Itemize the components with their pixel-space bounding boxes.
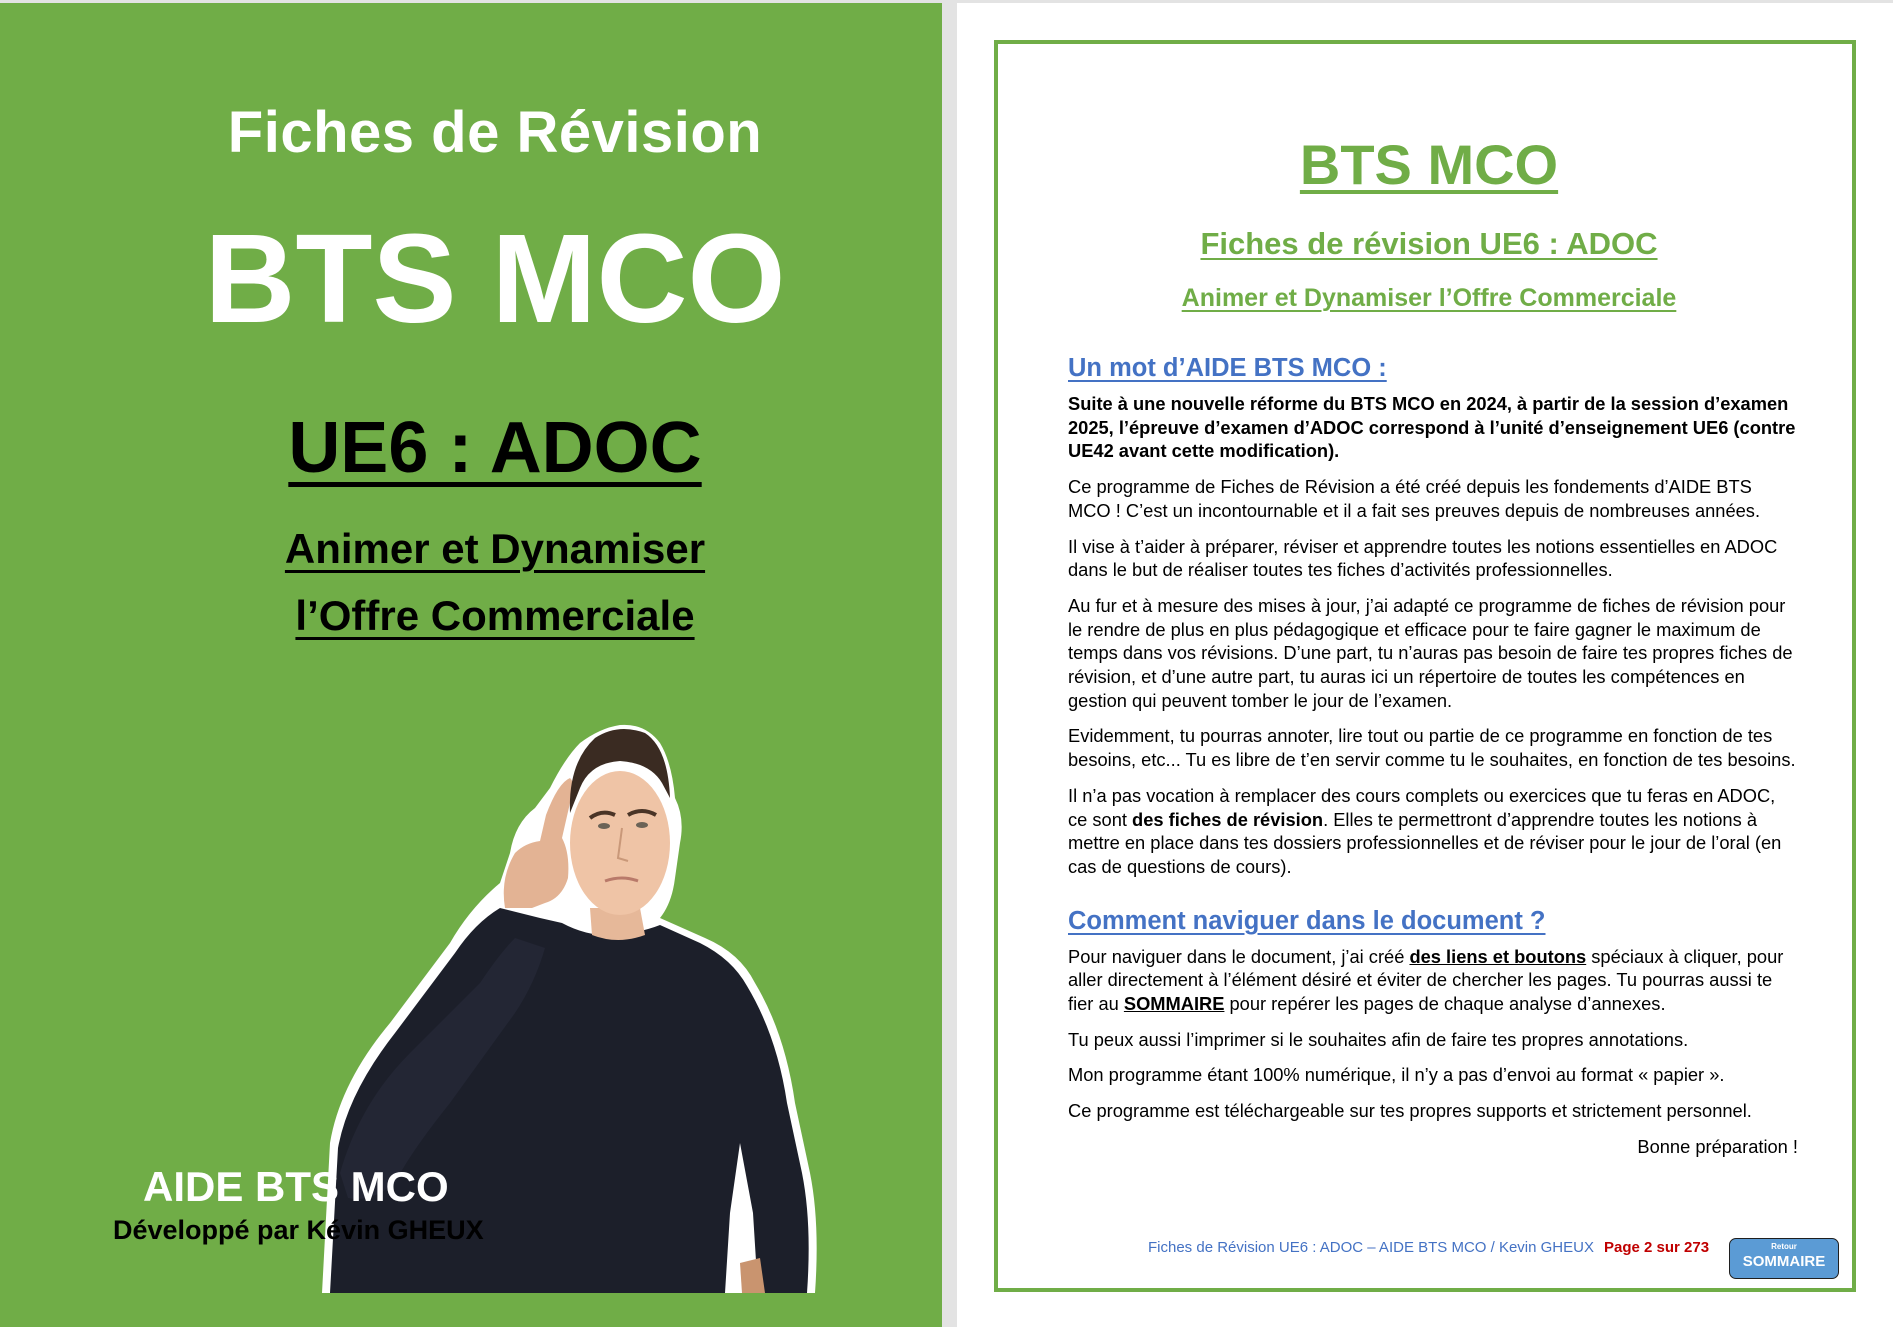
page-title [998,132,1860,197]
sommaire-link[interactable]: SOMMAIRE [1123,993,1225,1015]
page-title-text: BTS MCO [1299,133,1559,196]
intro-paragraph: Suite à une nouvelle réforme du BTS MCO en 2024, à partir de la session d’examen 2025, l’épreuve d’examen d’ADOC correspond à l’unité d’enseignement UE6 (contre UE42 avant cette modification). [1068,393,1796,462]
page-subtitle-2-text: Animer et Dynamiser l’Offre Commerciale [1181,284,1677,312]
paragraph: Mon programme étant 100% numérique, il n’y a pas d’envoi au format « papier ». [1068,1064,1725,1086]
section-heading-navigation: Comment naviguer dans le document ? [1068,906,1546,935]
paragraph: Il vise à t’aider à préparer, réviser et apprendre toutes les notions essentielles en ADOC dans le but de réaliser toutes tes fiches d’activités professionnelles. [1068,535,1778,581]
page-subtitle-2 [998,284,1860,313]
button-label: SOMMAIRE [1742,1253,1826,1270]
paragraph: Ce programme est téléchargeable sur tes propres supports et strictement personnel. [1068,1100,1752,1122]
paragraph [1068,784,1798,879]
cover-author: Développé par Kévin GHEUX [113,1215,484,1245]
cover-unit [0,405,942,491]
paragraph-text: Il n’a pas vocation à remplacer des cours complets ou exercices que tu feras en ADOC, ce sont [1068,784,1776,830]
cover-subtitle-line1 [0,521,942,577]
footer-text: Fiches de Révision UE6 : ADOC – AIDE BTS MCO / Kevin GHEUX [1148,1239,1594,1256]
paragraph: Tu peux aussi l’imprimer si le souhaites afin de faire tes propres annotations. [1068,1028,1689,1050]
bold-text: des fiches de révision [1132,808,1324,830]
section-heading-aide: Un mot d’AIDE BTS MCO : [1068,354,1387,382]
paragraph: Evidemment, tu pourras annoter, lire tout ou partie de ce programme en fonction de tes besoins, etc... Tu es libre de t’en servir comme tu le souhaites, en fonction de tes besoins. [1068,725,1796,771]
page-content [1068,352,1798,1159]
paragraph [1068,945,1798,1016]
paragraph-text: . Elles te permettront d’apprendre toutes les notions à mettre en place dans tes dossiers professionnelles et de réviser pour le jour de l’oral (en cas de questions de cours). [1068,808,1782,877]
paragraph-text: Pour naviguer dans le document, j’ai créé [1068,945,1410,967]
cover-subtitle-line1-text: Animer et Dynamiser [284,525,706,572]
retour-sommaire-button[interactable] [1729,1238,1839,1279]
cover-brand: AIDE BTS MCO [143,1163,449,1210]
page-frame [994,40,1856,1292]
links-buttons-emphasis: des liens et boutons [1409,945,1587,967]
paragraph: Au fur et à mesure des mises à jour, j’ai adapté ce programme de fiches de révision pour le rendre de plus en plus pédagogique et efficace pour te faire gagner le maximum de temps dans vos révisions. D’une part, tu n’auras pas besoin de faire tes propres fiches de révision, et d’une autre part, tu auras ici un répertoire de toutes les compétences en gestion qui peuvent tomber le jour de l’examen. [1068,594,1793,711]
paragraph-text: spéciaux à cliquer, pour aller directement à l’élément désiré et éviter de chercher les pages. Tu pourras aussi te fier au [1068,945,1784,1015]
cover-title: BTS MCO [204,208,786,349]
paragraph-text: pour repérer les pages de chaque analyse d’annexes. [1224,993,1666,1015]
cover-kicker: Fiches de Révision [227,100,763,165]
cover-subtitle-line2-text: l’Offre Commerciale [295,592,695,639]
cover-page [0,3,942,1327]
document-page-2 [957,3,1893,1327]
page-subtitle [998,226,1860,262]
page-subtitle-text: Fiches de révision UE6 : ADOC [1200,226,1658,261]
paragraph: Ce programme de Fiches de Révision a été créé depuis les fondements d’AIDE BTS MCO ! C’est un incontournable et il a fait ses preuves depuis de nombreuses années. [1068,476,1761,521]
cover-subtitle-line2 [0,588,942,644]
page-number: Page 2 sur 273 [1604,1239,1710,1256]
button-small-label: Retour [1771,1242,1797,1251]
cover-unit-text: UE6 : ADOC [288,408,702,488]
signoff: Bonne préparation ! [1637,1135,1798,1157]
